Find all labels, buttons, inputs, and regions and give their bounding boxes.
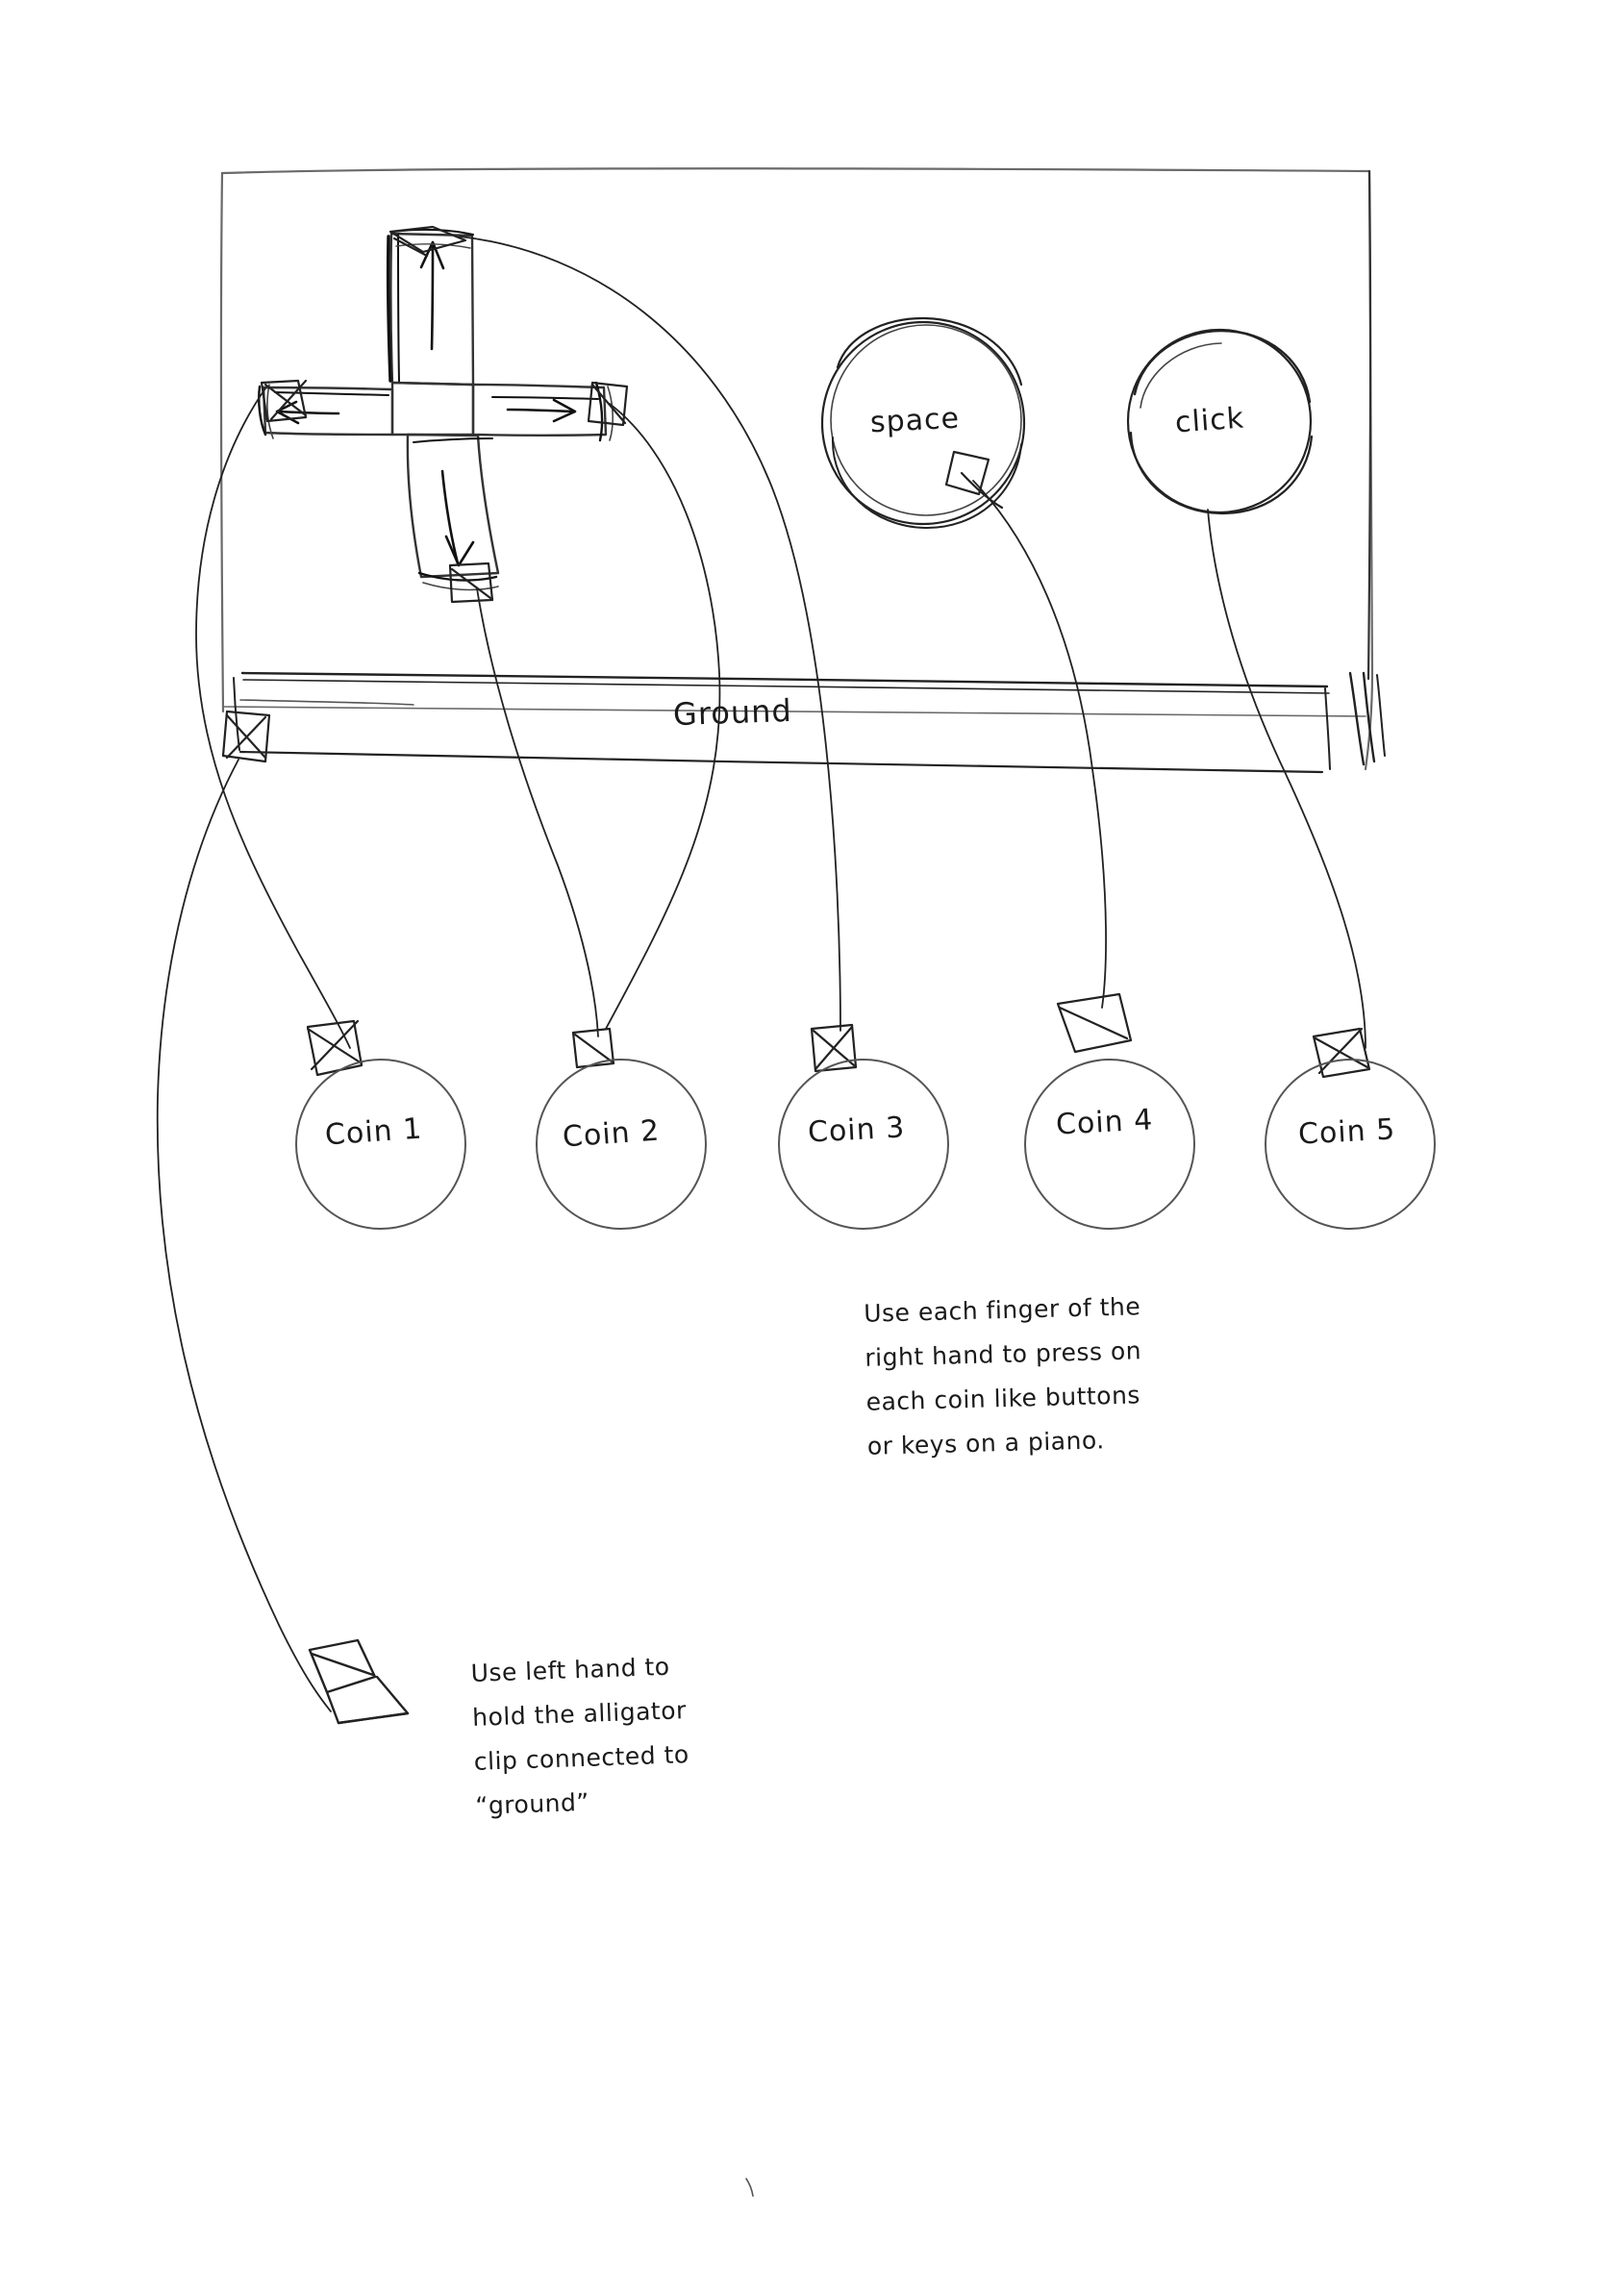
clip-coin-1 (308, 1021, 362, 1075)
arrow-key-down[interactable] (408, 435, 498, 589)
wire-right-to-coin2 (606, 404, 719, 1029)
note-left-hand-line-2: hold the alligator (471, 1696, 688, 1732)
clip-board-space (946, 452, 989, 494)
round-key-click-label: click (1173, 401, 1246, 440)
note-left-hand-line-3: clip connected to (473, 1740, 690, 1776)
coin-3-label: Coin 3 (807, 1111, 907, 1150)
round-key-space-label: space (869, 401, 961, 440)
wire-down-to-coin2alt (477, 588, 598, 1036)
wire-ground-to-hand-clip (158, 760, 331, 1711)
coin-1[interactable] (296, 1060, 465, 1229)
ground-bar-label: Ground (672, 691, 793, 734)
note-right-hand-line-2: right hand to press on (865, 1336, 1142, 1372)
note-left-hand-line-4: “ground” (474, 1787, 590, 1820)
note-right-hand-line-3: each coin like buttons (865, 1381, 1141, 1416)
arrow-key-cluster (259, 230, 613, 590)
note-left-hand (470, 1644, 691, 1829)
coin-2[interactable] (537, 1060, 706, 1229)
coin-4-label: Coin 4 (1055, 1103, 1155, 1142)
coin-4[interactable] (1025, 1060, 1194, 1229)
coin-3[interactable] (779, 1060, 948, 1229)
coin-5[interactable] (1266, 1060, 1435, 1229)
arrow-key-center (392, 383, 473, 435)
ground-bar (234, 673, 1330, 772)
clip-handheld-ground (310, 1640, 408, 1723)
coin-2-label: Coin 2 (561, 1113, 662, 1155)
note-right-hand (864, 1285, 1145, 1468)
note-left-hand-line-1: Use left hand to (470, 1652, 671, 1687)
coin-1-label: Coin 1 (323, 1111, 424, 1153)
wire-click-to-coin5 (1208, 510, 1366, 1048)
round-key-click[interactable] (1128, 330, 1312, 513)
wire-space-to-coin4 (973, 481, 1106, 1008)
coin-5-label: Coin 5 (1297, 1112, 1397, 1152)
clip-coin-4 (1058, 994, 1131, 1052)
clip-coin-5 (1314, 1029, 1369, 1077)
clip-ground-bar (223, 711, 269, 761)
note-right-hand-line-1: Use each finger of the (863, 1292, 1141, 1328)
clip-board-down (450, 563, 492, 602)
round-key-space[interactable] (822, 318, 1024, 528)
wire-up-to-coin3 (460, 237, 840, 1031)
arrow-key-up[interactable] (388, 230, 473, 385)
wire-left-to-coin1 (196, 388, 350, 1048)
note-right-hand-line-4: or keys on a piano. (866, 1426, 1106, 1460)
stray-mark (746, 2179, 753, 2196)
